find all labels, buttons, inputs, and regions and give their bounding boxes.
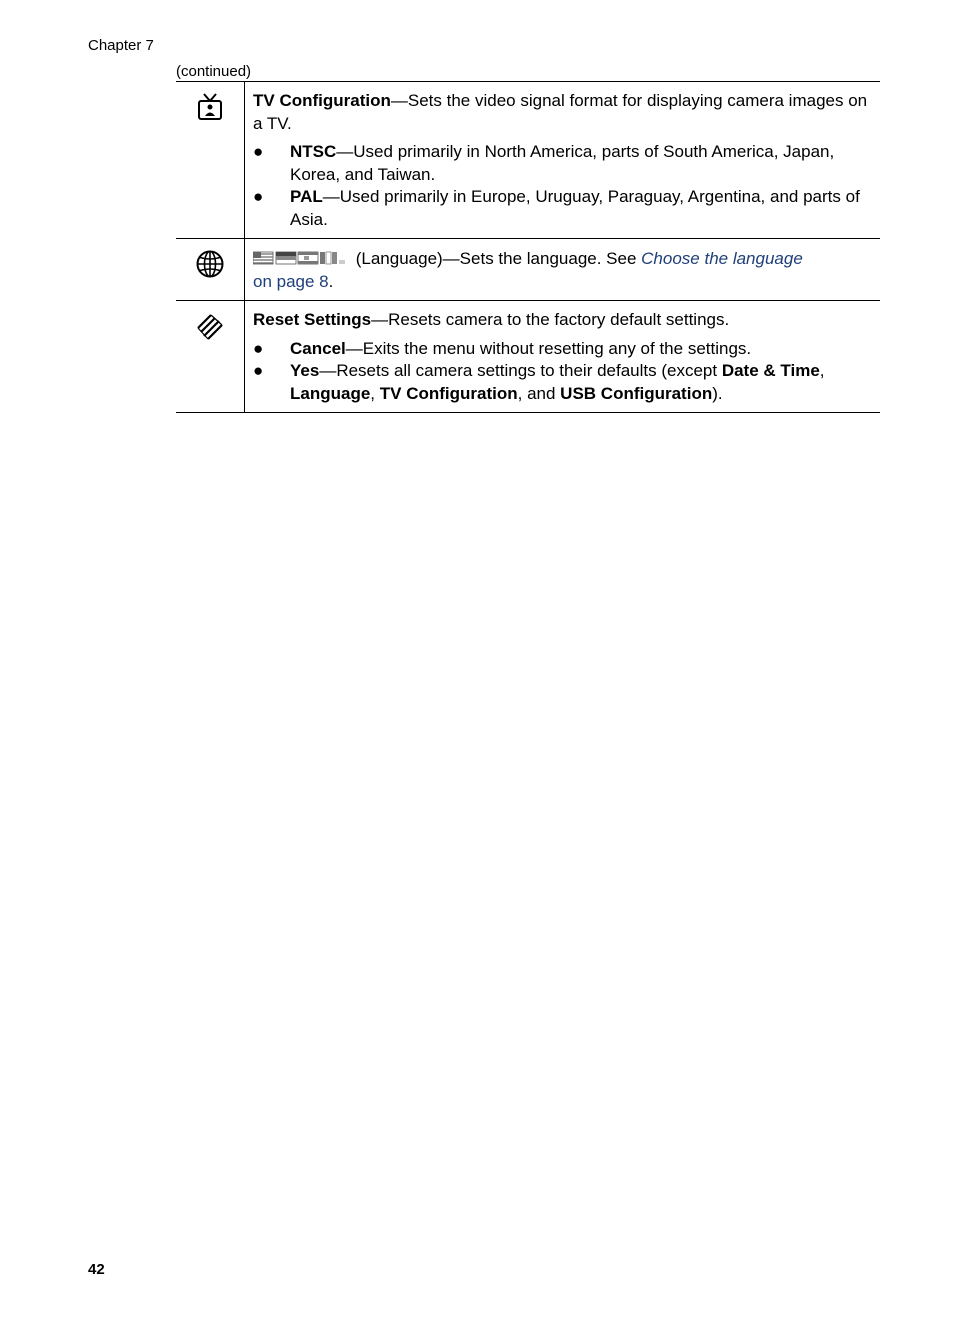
- list-item: ● Yes—Resets all camera settings to their defaults (except Date & Time, Language, TV Configuration, and USB Configuration).: [253, 361, 825, 403]
- bullet: ●: [253, 142, 264, 161]
- tv-config-title: TV Configuration: [253, 91, 391, 110]
- bullet: ●: [253, 338, 264, 358]
- text-cell: [245, 239, 881, 301]
- text-cell: [245, 82, 881, 239]
- icon-cell: [176, 82, 245, 239]
- settings-table: [176, 81, 880, 413]
- list-item: ● PAL—Used primarily in Europe, Uruguay, Paraguay, Argentina, and parts of Asia.: [253, 187, 860, 229]
- page-number: 42: [88, 1261, 105, 1278]
- tv-config-description: TV Configuration—Sets the video signal format for displaying camera images on a TV.: [253, 91, 868, 133]
- tv-icon: [195, 92, 225, 122]
- text-cell: [245, 301, 881, 413]
- reset-title: Reset Settings: [253, 310, 372, 329]
- chapter-label: Chapter 7: [88, 37, 154, 54]
- globe-icon: [195, 249, 225, 279]
- reset-description: Reset Settings—Resets camera to the factory default settings.: [253, 310, 730, 329]
- bullet: ●: [253, 187, 264, 206]
- icon-cell: [176, 301, 245, 413]
- tv-config-options: [253, 141, 876, 231]
- table-row-tv-configuration: [176, 82, 880, 239]
- bullet: ●: [253, 361, 264, 380]
- list-item: ● Cancel—Exits the menu without resetting any of the settings.: [253, 338, 876, 361]
- icon-cell: [176, 239, 245, 301]
- choose-language-link[interactable]: Choose the language: [641, 249, 803, 268]
- page-reference-link[interactable]: on page 8: [253, 271, 329, 291]
- reset-icon: [195, 311, 225, 341]
- reset-options: [253, 338, 876, 406]
- language-description: (Language)—Sets the language. See Choose the language on page 8.: [253, 249, 803, 291]
- language-flags-icon: [253, 251, 345, 265]
- continued-label: (continued): [176, 63, 252, 80]
- table-row-reset-settings: [176, 301, 880, 413]
- table-row-language: [176, 239, 880, 301]
- list-item: ● NTSC—Used primarily in North America, parts of South America, Japan, Korea, and Taiwan.: [253, 142, 835, 184]
